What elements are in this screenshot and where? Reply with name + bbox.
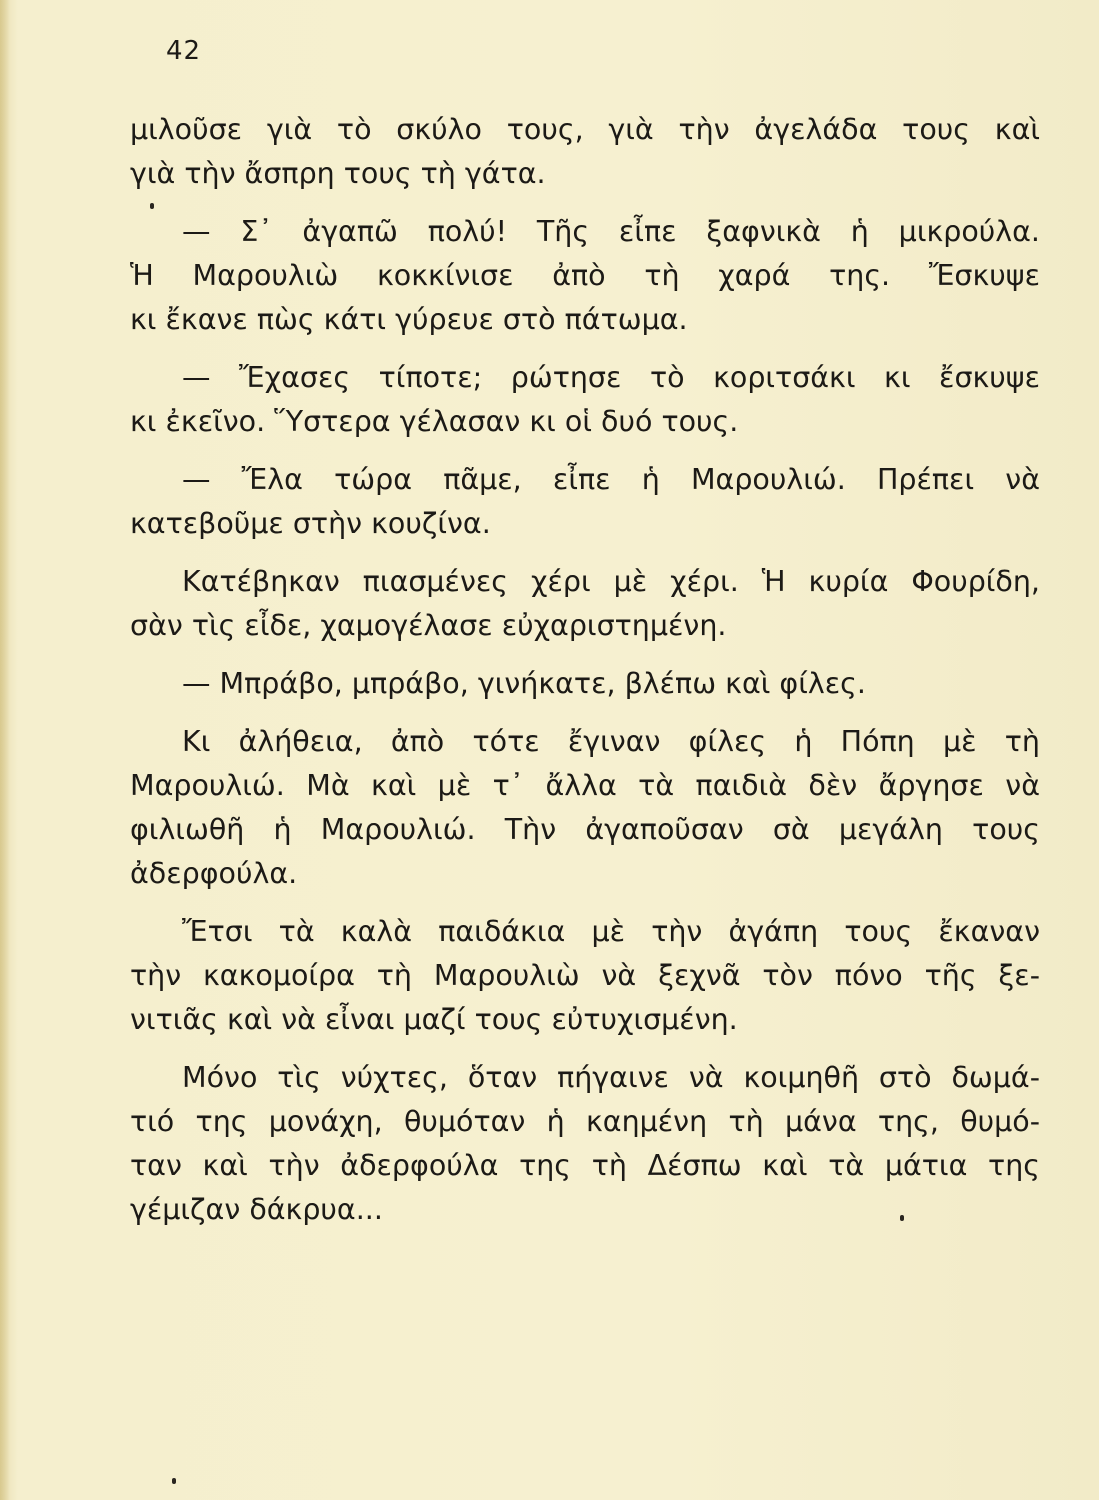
- page-body-text: [130, 108, 1040, 1246]
- page-edge-shadow: [0, 0, 10, 1500]
- text-line: Κατέβηκαν πιασμένες χέρι μὲ χέρι. Ἡ κυρία Φουρίδη,: [182, 565, 1040, 598]
- paragraph: [130, 356, 1040, 444]
- text-line: τιό της μονάχη, θυμόταν ἡ καημένη τὴ μάνα της, θυμό-: [130, 1105, 1040, 1138]
- text-line: Κι ἀλήθεια, ἀπὸ τότε ἔγιναν φίλες ἡ Πόπη μὲ τὴ: [182, 725, 1040, 758]
- text-line: — Μπράβο, μπράβο, γινήκατε, βλέπω καὶ φίλες.: [182, 667, 866, 700]
- text-line: — Σ᾽ ἀγαπῶ πολύ! Τῆς εἶπε ξαφνικὰ ἡ μικρούλα.: [182, 215, 1040, 248]
- text-line: νιτιᾶς καὶ νὰ εἶναι μαζί τους εὐτυχισμένη.: [130, 1003, 738, 1036]
- paragraph: [130, 1056, 1040, 1232]
- page-number: 42: [166, 36, 202, 66]
- ink-speck: [172, 1478, 176, 1484]
- text-line: Μόνο τὶς νύχτες, ὅταν πήγαινε νὰ κοιμηθῆ στὸ δωμά-: [182, 1061, 1040, 1094]
- paragraph: [130, 662, 1040, 706]
- paragraph: [130, 108, 1040, 196]
- paragraph: [130, 720, 1040, 896]
- text-line: γέμιζαν δάκρυα...: [130, 1193, 383, 1226]
- text-line: κατεβοῦμε στὴν κουζίνα.: [130, 507, 491, 540]
- text-line: Μαρουλιώ. Μὰ καὶ μὲ τ᾽ ἄλλα τὰ παιδιὰ δὲν ἄργησε νὰ: [130, 769, 1040, 802]
- text-line: γιὰ τὴν ἄσπρη τους τὴ γάτα.: [130, 157, 546, 190]
- text-line: κι ἐκεῖνο. Ὕστερα γέλασαν κι οἱ δυό τους.: [130, 405, 739, 438]
- text-line: ἀδερφούλα.: [130, 857, 298, 890]
- text-line: — Ἔχασες τίποτε; ρώτησε τὸ κοριτσάκι κι ἔσκυψε: [182, 361, 1040, 394]
- text-line: τὴν κακομοίρα τὴ Μαρουλιὼ νὰ ξεχνᾶ τὸν πόνο τῆς ξε-: [130, 959, 1040, 992]
- ink-speck: [900, 1215, 904, 1221]
- text-line: Ἡ Μαρουλιὼ κοκκίνισε ἀπὸ τὴ χαρά της. Ἔσκυψε: [130, 259, 1040, 292]
- text-line: φιλιωθῆ ἡ Μαρουλιώ. Τὴν ἀγαποῦσαν σὰ μεγάλη τους: [130, 813, 1040, 846]
- text-line: Ἔτσι τὰ καλὰ παιδάκια μὲ τὴν ἀγάπη τους ἔκαναν: [182, 915, 1040, 948]
- paragraph: [130, 910, 1040, 1042]
- text-line: — Ἔλα τώρα πᾶμε, εἶπε ἡ Μαρουλιώ. Πρέπει νὰ: [182, 463, 1040, 496]
- paragraph: [130, 458, 1040, 546]
- ink-speck: [150, 203, 154, 209]
- text-line: μιλοῦσε γιὰ τὸ σκύλο τους, γιὰ τὴν ἀγελάδα τους καὶ: [130, 113, 1040, 146]
- text-line: σὰν τὶς εἶδε, χαμογέλασε εὐχαριστημένη.: [130, 609, 727, 642]
- paragraph: [130, 560, 1040, 648]
- text-line: κι ἔκανε πὼς κάτι γύρευε στὸ πάτωμα.: [130, 303, 688, 336]
- text-line: ταν καὶ τὴν ἀδερφούλα της τὴ Δέσπω καὶ τὰ μάτια της: [130, 1149, 1040, 1182]
- paragraph: [130, 210, 1040, 342]
